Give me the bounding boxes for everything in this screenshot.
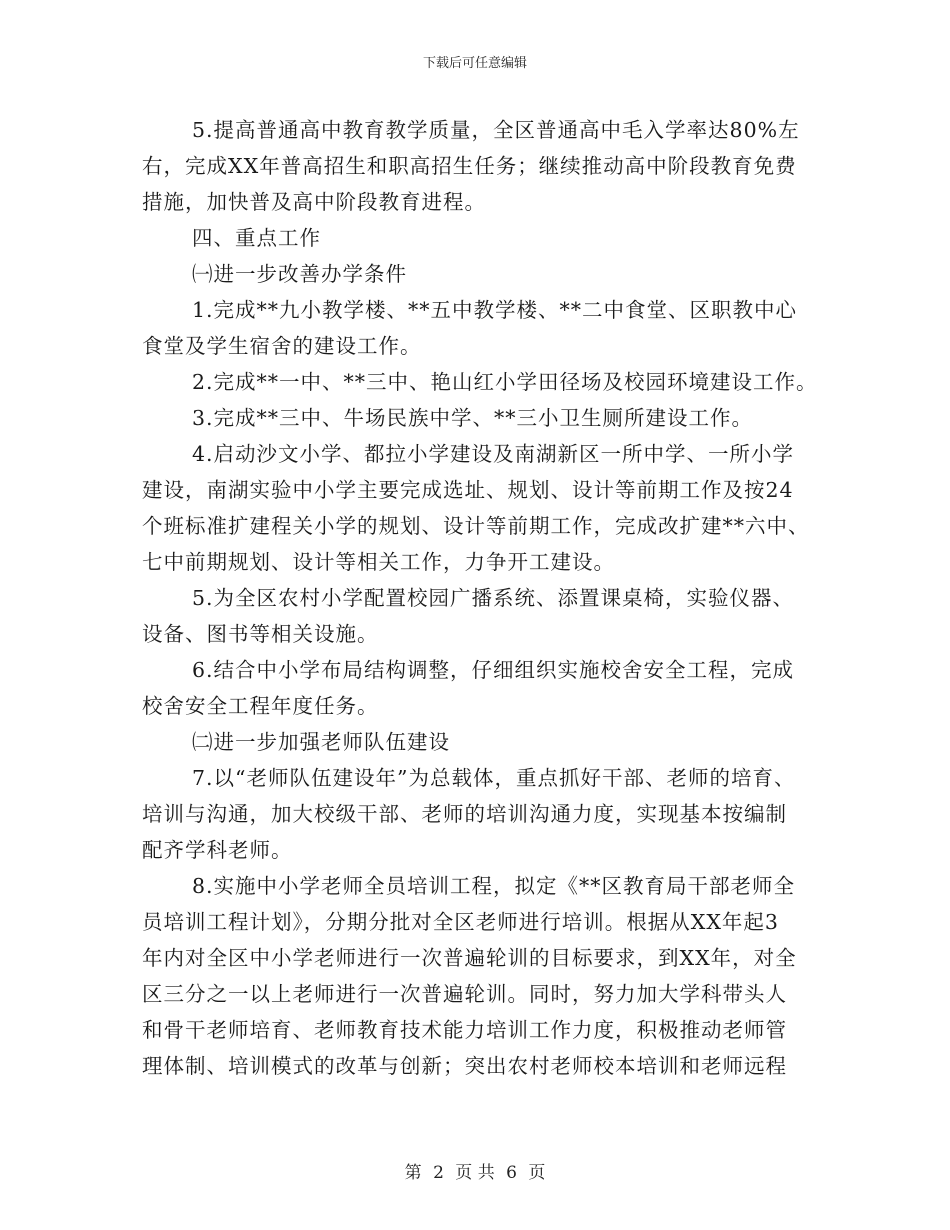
text-line: 3.完成**三中、牛场民族中学、**三小卫生厕所建设工作。 (192, 406, 754, 430)
text-line: 和骨干老师培育、老师教育技术能力培训工作力度，积极推动老师管 (142, 1018, 787, 1042)
text-line: 6.结合中小学布局结构调整，仔细组织实施校舍安全工程，完成 (192, 658, 795, 682)
text-line: 7.以“老师队伍建设年”为总载体，重点抓好干部、老师的培育、 (192, 766, 796, 790)
text-line: 5.提高普通高中教育教学质量，全区普通高中毛入学率达80%左 (192, 118, 800, 142)
text-line: 8.实施中小学老师全员培训工程，拟定《**区教育局干部老师全 (192, 874, 796, 898)
footer-total-pages: 6 (506, 1163, 517, 1183)
text-line: 2.完成**一中、**三中、艳山红小学田径场及校园环境建设工作。 (192, 370, 818, 394)
text-line: 设备、图书等相关设施。 (142, 622, 379, 646)
footer-page-number: 2 (433, 1163, 444, 1183)
text-line: 4.启动沙文小学、都拉小学建设及南湖新区一所中学、一所小学 (192, 442, 795, 466)
text-line: 年内对全区中小学老师进行一次普遍轮训的目标要求，到XX年，对全 (142, 946, 797, 970)
text-line: ㈠进一步改善办学条件 (192, 262, 407, 286)
text-line: 个班标准扩建程关小学的规划、设计等前期工作，完成改扩建**六中、 (142, 514, 810, 538)
text-line: 理体制、培训模式的改革与创新；突出农村老师校本培训和老师远程 (142, 1054, 787, 1078)
text-line: 员培训工程计划》，分期分批对全区老师进行培训。根据从XX年起3 (142, 910, 779, 934)
text-line: 区三分之一以上老师进行一次普遍轮训。同时，努力加大学科带头人 (142, 982, 787, 1006)
document-body (142, 112, 818, 1084)
text-line: 四、重点工作 (192, 226, 321, 250)
text-line: 培训与沟通，加大校级干部、老师的培训沟通力度，实现基本按编制 (142, 802, 787, 826)
footer-suffix: 页 (528, 1163, 546, 1183)
text-line: 七中前期规划、设计等相关工作，力争开工建设。 (142, 550, 615, 574)
page-header: 下载后可任意编辑 (422, 56, 527, 71)
text-line: 校舍安全工程年度任务。 (142, 694, 379, 718)
text-line: 食堂及学生宿舍的建设工作。 (142, 334, 422, 358)
text-line: 1.完成**九小教学楼、**五中教学楼、**二中食堂、区职教中心 (192, 298, 798, 322)
footer-middle: 页 共 (455, 1163, 495, 1183)
text-line: ㈡进一步加强老师队伍建设 (192, 730, 450, 754)
text-line: 配齐学科老师。 (142, 838, 293, 862)
text-line: 右，完成XX年普高招生和职高招生任务；继续推动高中阶段教育免费 (142, 154, 797, 178)
text-line: 措施，加快普及高中阶段教育进程。 (142, 190, 486, 214)
text-line: 建设，南湖实验中小学主要完成选址、规划、设计等前期工作及按24 (142, 478, 794, 502)
text-line: 5.为全区农村小学配置校园广播系统、添置课桌椅，实验仪器、 (192, 586, 795, 610)
footer-prefix: 第 (404, 1163, 422, 1183)
page-footer (0, 1158, 950, 1183)
